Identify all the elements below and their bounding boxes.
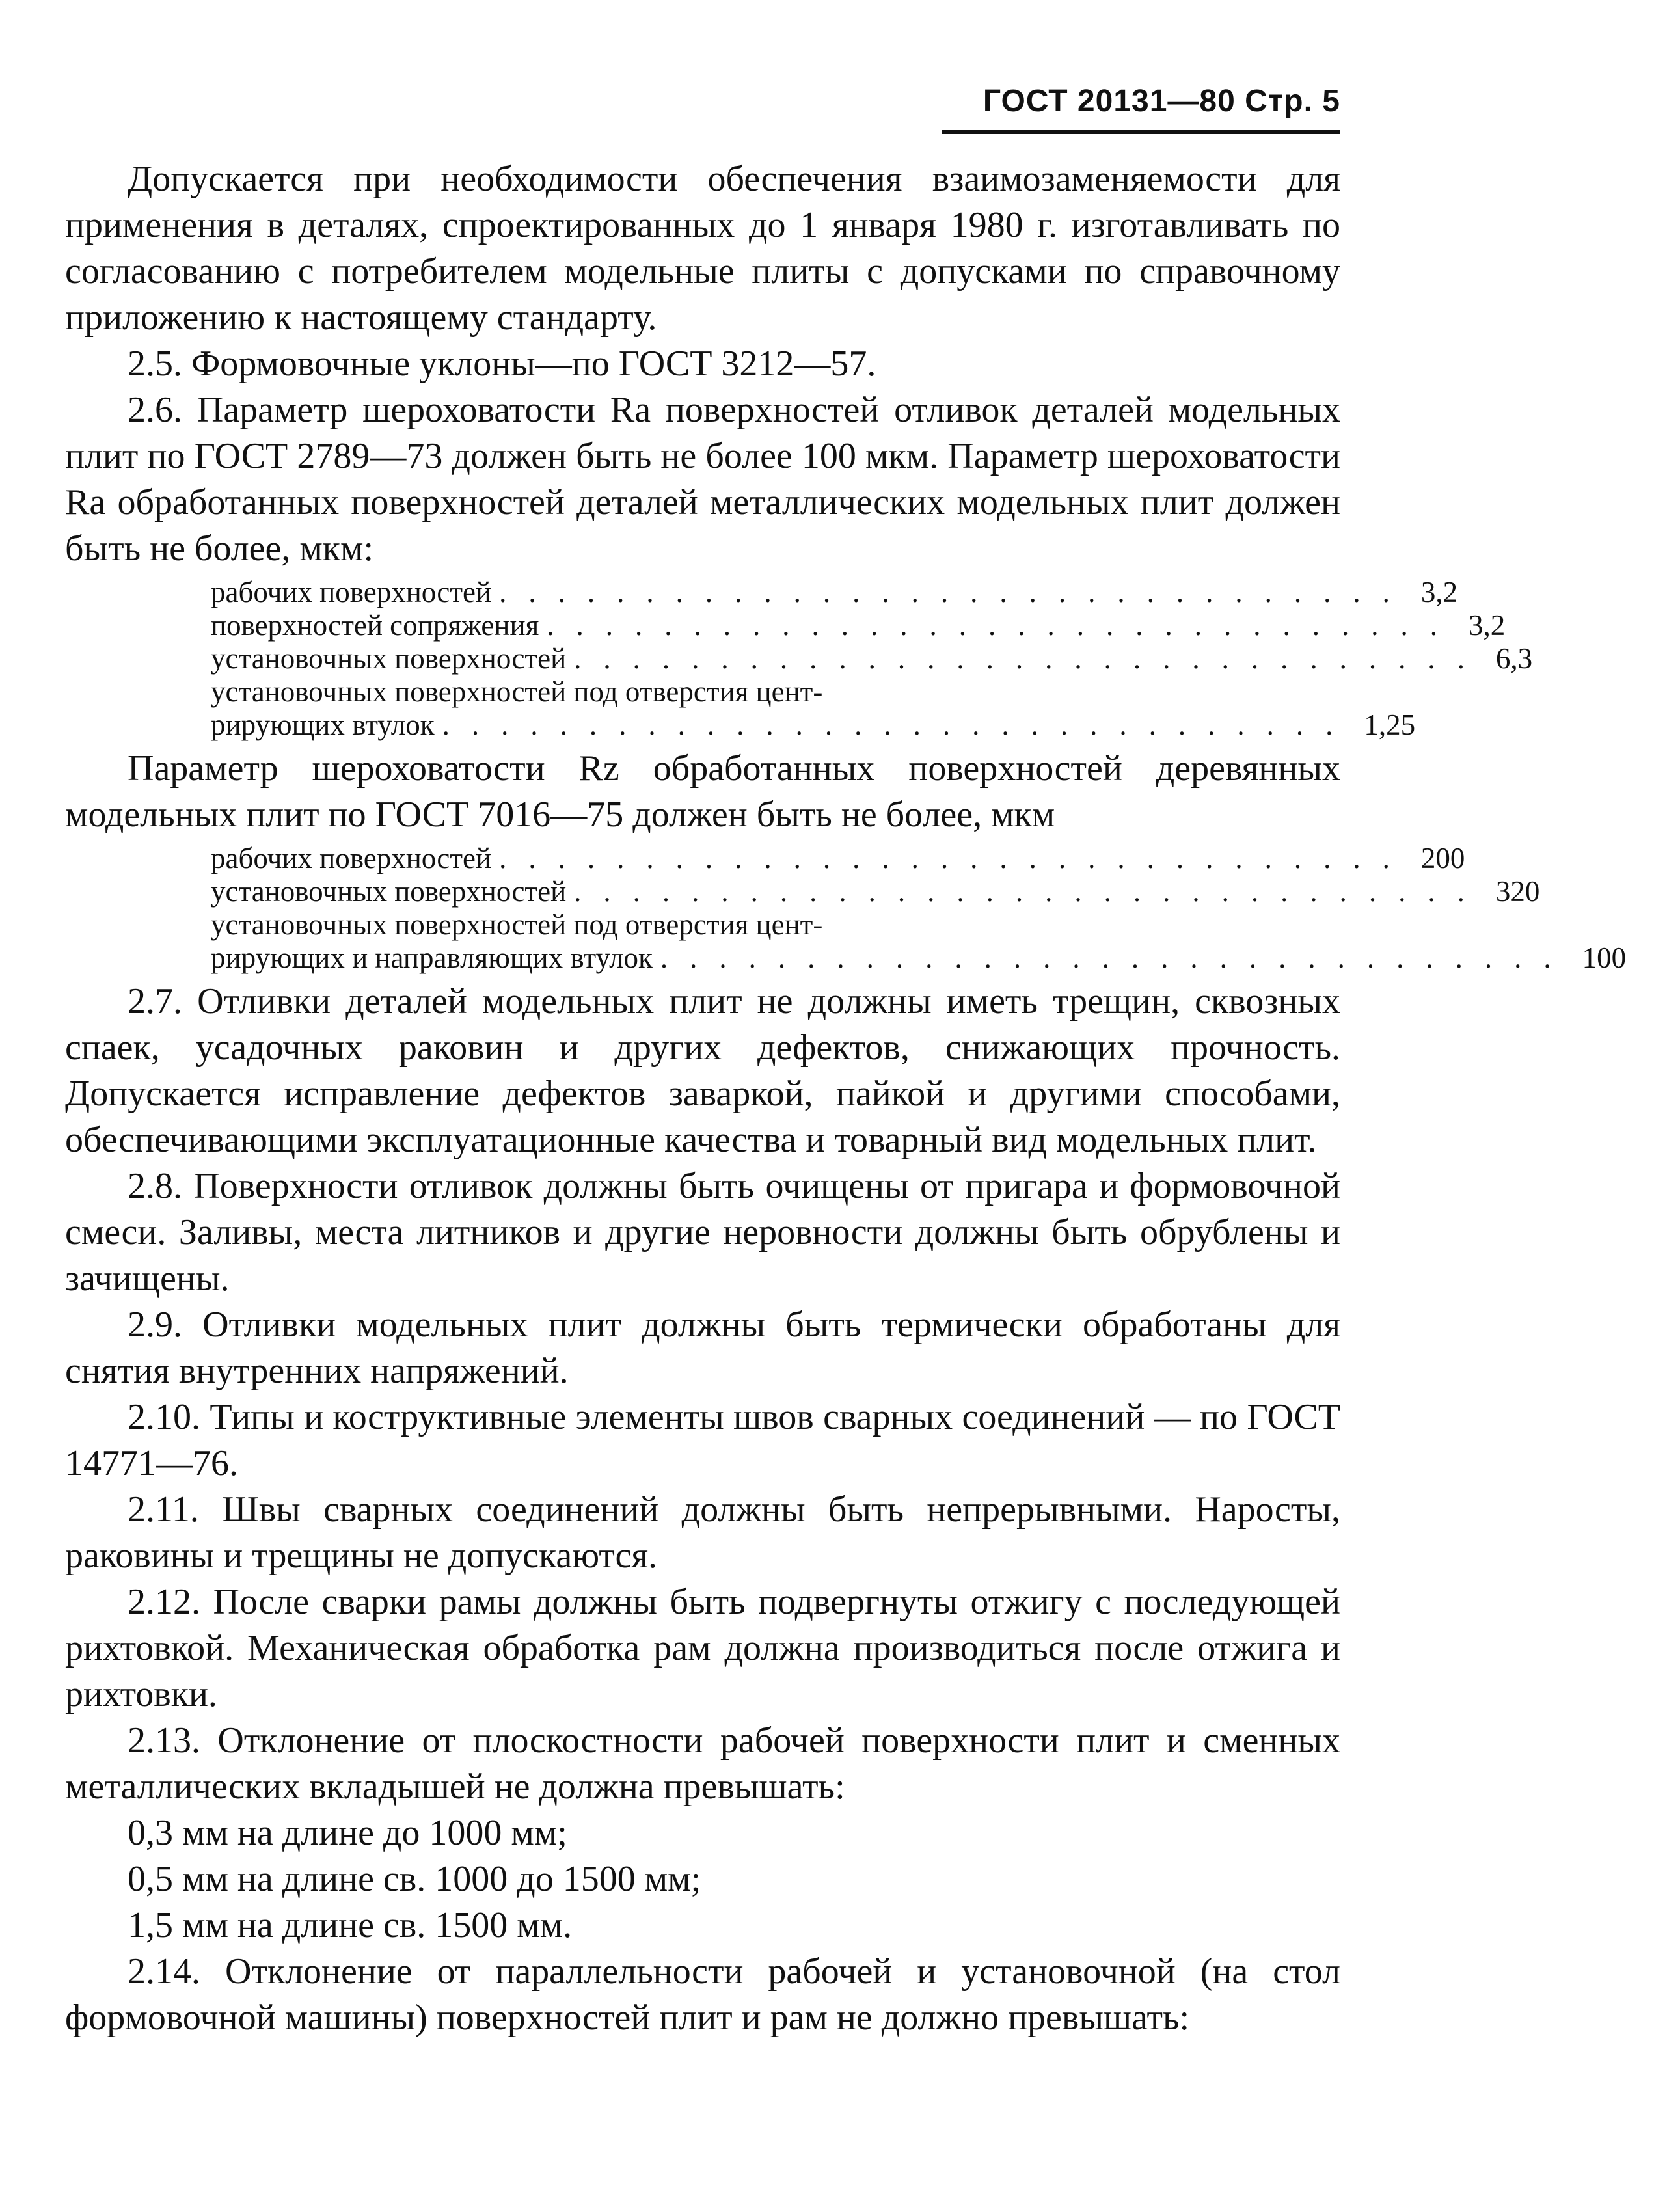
clause-2-13: 2.13. Отклонение от плоскостности рабочей поверхности плит и сменных металлических вкладышей не должна превышать: (65, 1720, 1340, 1807)
leader-dots: ............................... (574, 642, 1487, 675)
list-item-value: 3,2 (1469, 609, 1506, 642)
leader-dots: ............................... (547, 609, 1460, 642)
leader-dots: ............................... (660, 941, 1573, 974)
clause-2-9: 2.9. Отливки модельных плит должны быть термически обработаны для снятия внутренних напряжений. (65, 1305, 1340, 1391)
list-item-label: поверхностей сопряжения (211, 609, 539, 642)
list-item-label: рабочих поверхностей (211, 842, 492, 874)
clause-2-11: 2.11. Швы сварных соединений должны быть непрерывными. Наросты, раковины и трещины не допускаются. (65, 1489, 1340, 1576)
list-item-label: рирующих втулок (211, 709, 435, 741)
leader-dots: ............................... (499, 842, 1412, 874)
leader-dots: ............................... (574, 875, 1487, 908)
list-item (211, 842, 1465, 875)
tolerance-line: 0,5 мм на длине св. 1000 до 1500 мм; (128, 1859, 701, 1899)
list-item-label: рабочих поверхностей (211, 576, 492, 608)
list-item-value: 320 (1495, 875, 1540, 908)
list-item (211, 941, 1627, 975)
list-item-continued-label: установочных поверхностей под отверстия цент- (211, 908, 823, 941)
clause-2-6: 2.6. Параметр шероховатости Ra поверхностей отливок деталей модельных плит по ГОСТ 2789—73 должен быть не более 100 мкм. Параметр шероховатости Ra обработанных поверхностей деталей металлических модельных плит должен быть не более, мкм: (65, 390, 1340, 569)
header-rule (942, 130, 1340, 134)
list-item (211, 709, 1416, 742)
leader-dots: ............................... (499, 576, 1412, 608)
list-item-label: установочных поверхностей (211, 642, 567, 675)
list-item (211, 576, 1458, 609)
list-item (211, 875, 1540, 908)
list-item-value: 3,2 (1420, 576, 1458, 608)
list-item (211, 609, 1506, 642)
list-item-label: рирующих и направляющих втулок (211, 941, 653, 974)
clause-2-12: 2.12. После сварки рамы должны быть подвергнуты отжигу с последующей рихтовкой. Механическая обработка рам должна производиться после отжига и рихтовки. (65, 1582, 1340, 1714)
rz-values-list (211, 842, 1627, 975)
document-body (65, 156, 1627, 2041)
intro-paragraph: Допускается при необходимости обеспечения взаимозаменяемости для применения в деталях, спроектированных до 1 января 1980 г. изготавливать по согласованию с потребителем модельные плиты с допусками по справочному приложению к настоящему стандарту. (65, 159, 1340, 338)
page-header: ГОСТ 20131—80 Стр. 5 (982, 84, 1340, 118)
clause-2-10: 2.10. Типы и коструктивные элементы швов сварных соединений — по ГОСТ 14771—76. (65, 1397, 1340, 1483)
list-item-label: установочных поверхностей (211, 875, 567, 908)
list-item-value: 100 (1582, 941, 1627, 974)
list-item-continued-label: установочных поверхностей под отверстия цент- (211, 675, 823, 708)
rz-paragraph: Параметр шероховатости Rz обработанных поверхностей деревянных модельных плит по ГОСТ 7016—75 должен быть не более, мкм (65, 748, 1340, 835)
clause-2-5: 2.5. Формовочные уклоны—по ГОСТ 3212—57. (128, 344, 876, 384)
list-item-value: 6,3 (1495, 642, 1533, 675)
leader-dots: ............................... (442, 709, 1355, 741)
list-item-value: 200 (1420, 842, 1465, 874)
clause-2-14: 2.14. Отклонение от параллельности рабочей и установочной (на стол формовочной машины) поверхностей плит и рам не должно превышать: (65, 1951, 1340, 2038)
tolerance-line: 0,3 мм на длине до 1000 мм; (128, 1813, 567, 1853)
clause-2-7: 2.7. Отливки деталей модельных плит не должны иметь трещин, сквозных спаек, усадочных раковин и других дефектов, снижающих прочность. Допускается исправление дефектов заваркой, пайкой и другими способами, обеспечивающими эксплуатационные качества и товарный вид модельных плит. (65, 981, 1340, 1160)
list-item-value: 1,25 (1364, 709, 1416, 741)
clause-2-8: 2.8. Поверхности отливок должны быть очищены от пригара и формовочной смеси. Заливы, места литников и другие неровности должны быть обрублены и зачищены. (65, 1166, 1340, 1299)
list-item (211, 642, 1533, 675)
ra-values-list (211, 576, 1533, 742)
tolerance-line: 1,5 мм на длине св. 1500 мм. (128, 1905, 573, 1945)
